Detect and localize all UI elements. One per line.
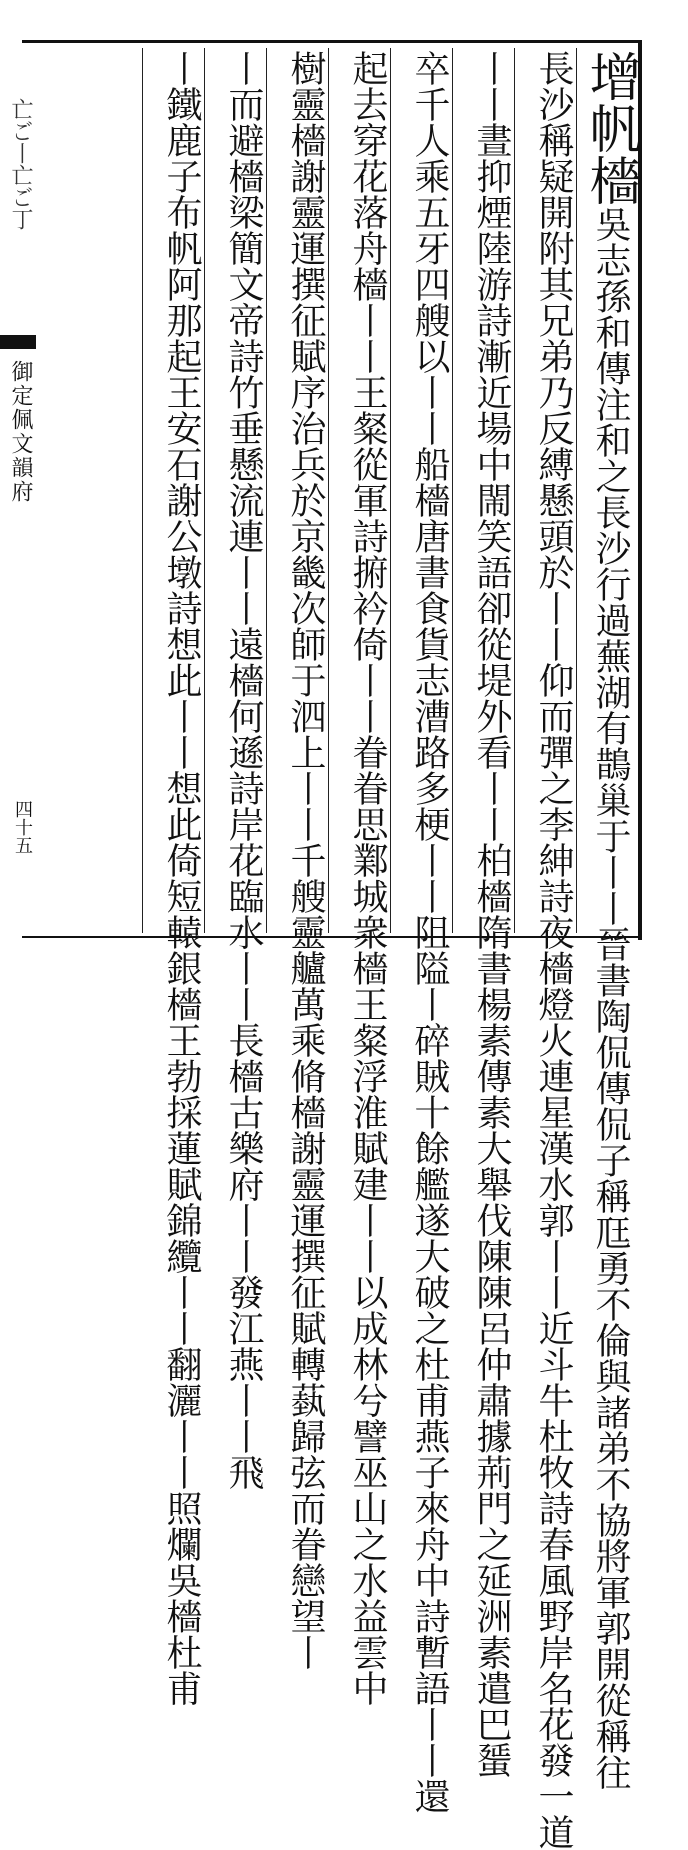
column-text: 丨而避檣梁簡文帝詩竹垂懸流連丨丨遠檣何遜詩岸花臨水丨丨長檣古樂府丨丨發江燕丨丨飛 [223,50,264,1490]
book-title: 御定佩文韻府 [8,360,33,504]
column-divider [514,48,515,933]
column-divider [328,48,329,933]
column-divider [266,48,267,933]
text-column-4 [394,50,450,1814]
margin-top-text: 亡ご丨亡ご丁 [8,98,33,230]
column-text: 丨鐵鹿子布帆阿那起王安石謝公墩詩想此丨丨想此倚短轅銀檣王勃採蓮賦錦纜丨丨翻灑丨丨照爛吳檣杜甫 [161,50,202,1706]
column-text: 長沙稱疑開附其兄弟乃反縛懸頭於丨丨仰而彈之李紳詩夜檣燈火連星漢水郭丨丨近斗牛杜牧詩春風野岸名花發一道 [533,50,574,1850]
book-margin [0,40,36,940]
column-divider [390,48,391,933]
frame-top-border [22,40,640,43]
text-column-2 [518,50,574,1850]
entry-heading: 增帆檣 [580,50,640,206]
column-text: 起去穿花落舟檣丨丨王粲從軍詩捬衿倚丨丨眷眷思鄴城衆檣王粲浮淮賦建丨丨以成林兮譬巫山之水益雲中 [347,50,388,1706]
fish-tail-mark [0,335,36,349]
text-column-1 [580,50,640,1790]
text-column-3 [456,50,512,1778]
text-column-5 [332,50,388,1706]
column-text: 卒千人乘五牙四艘以丨丨船檣唐書食貨志漕路多梗丨丨阻隘丨碎賊十餘艦遂大破之杜甫燕子來舟中詩暫語丨丨還 [409,50,450,1814]
column-divider [452,48,453,933]
column-divider [142,48,143,933]
column-divider [576,48,577,933]
column-text: 樹靈檣謝靈運撰征賦序治兵於京畿次師于泗上丨丨千艘靈艫萬乘脩檣謝靈運撰征賦轉蓺歸弦而眷戀望丨 [285,50,326,1670]
column-text: 丨丨晝抑煙陸游詩漸近場中閙笑語卻從堤外看丨丨柏檣隋書楊素傳素大舉伐陳陳呂仲肅據荊門之延洲素遣巴蜑 [471,50,512,1778]
column-text: 吳志孫和傳注和之長沙行過蕪湖有鵲巢于丨丨晉書陶侃傳侃子稱尫勇不倫與諸弟不協將軍郭開從稱往 [590,206,631,1790]
column-divider [204,48,205,933]
page-number: 四十五 [12,800,33,854]
text-column-6 [270,50,326,1670]
text-column-7 [208,50,264,1490]
text-column-8 [146,50,202,1706]
